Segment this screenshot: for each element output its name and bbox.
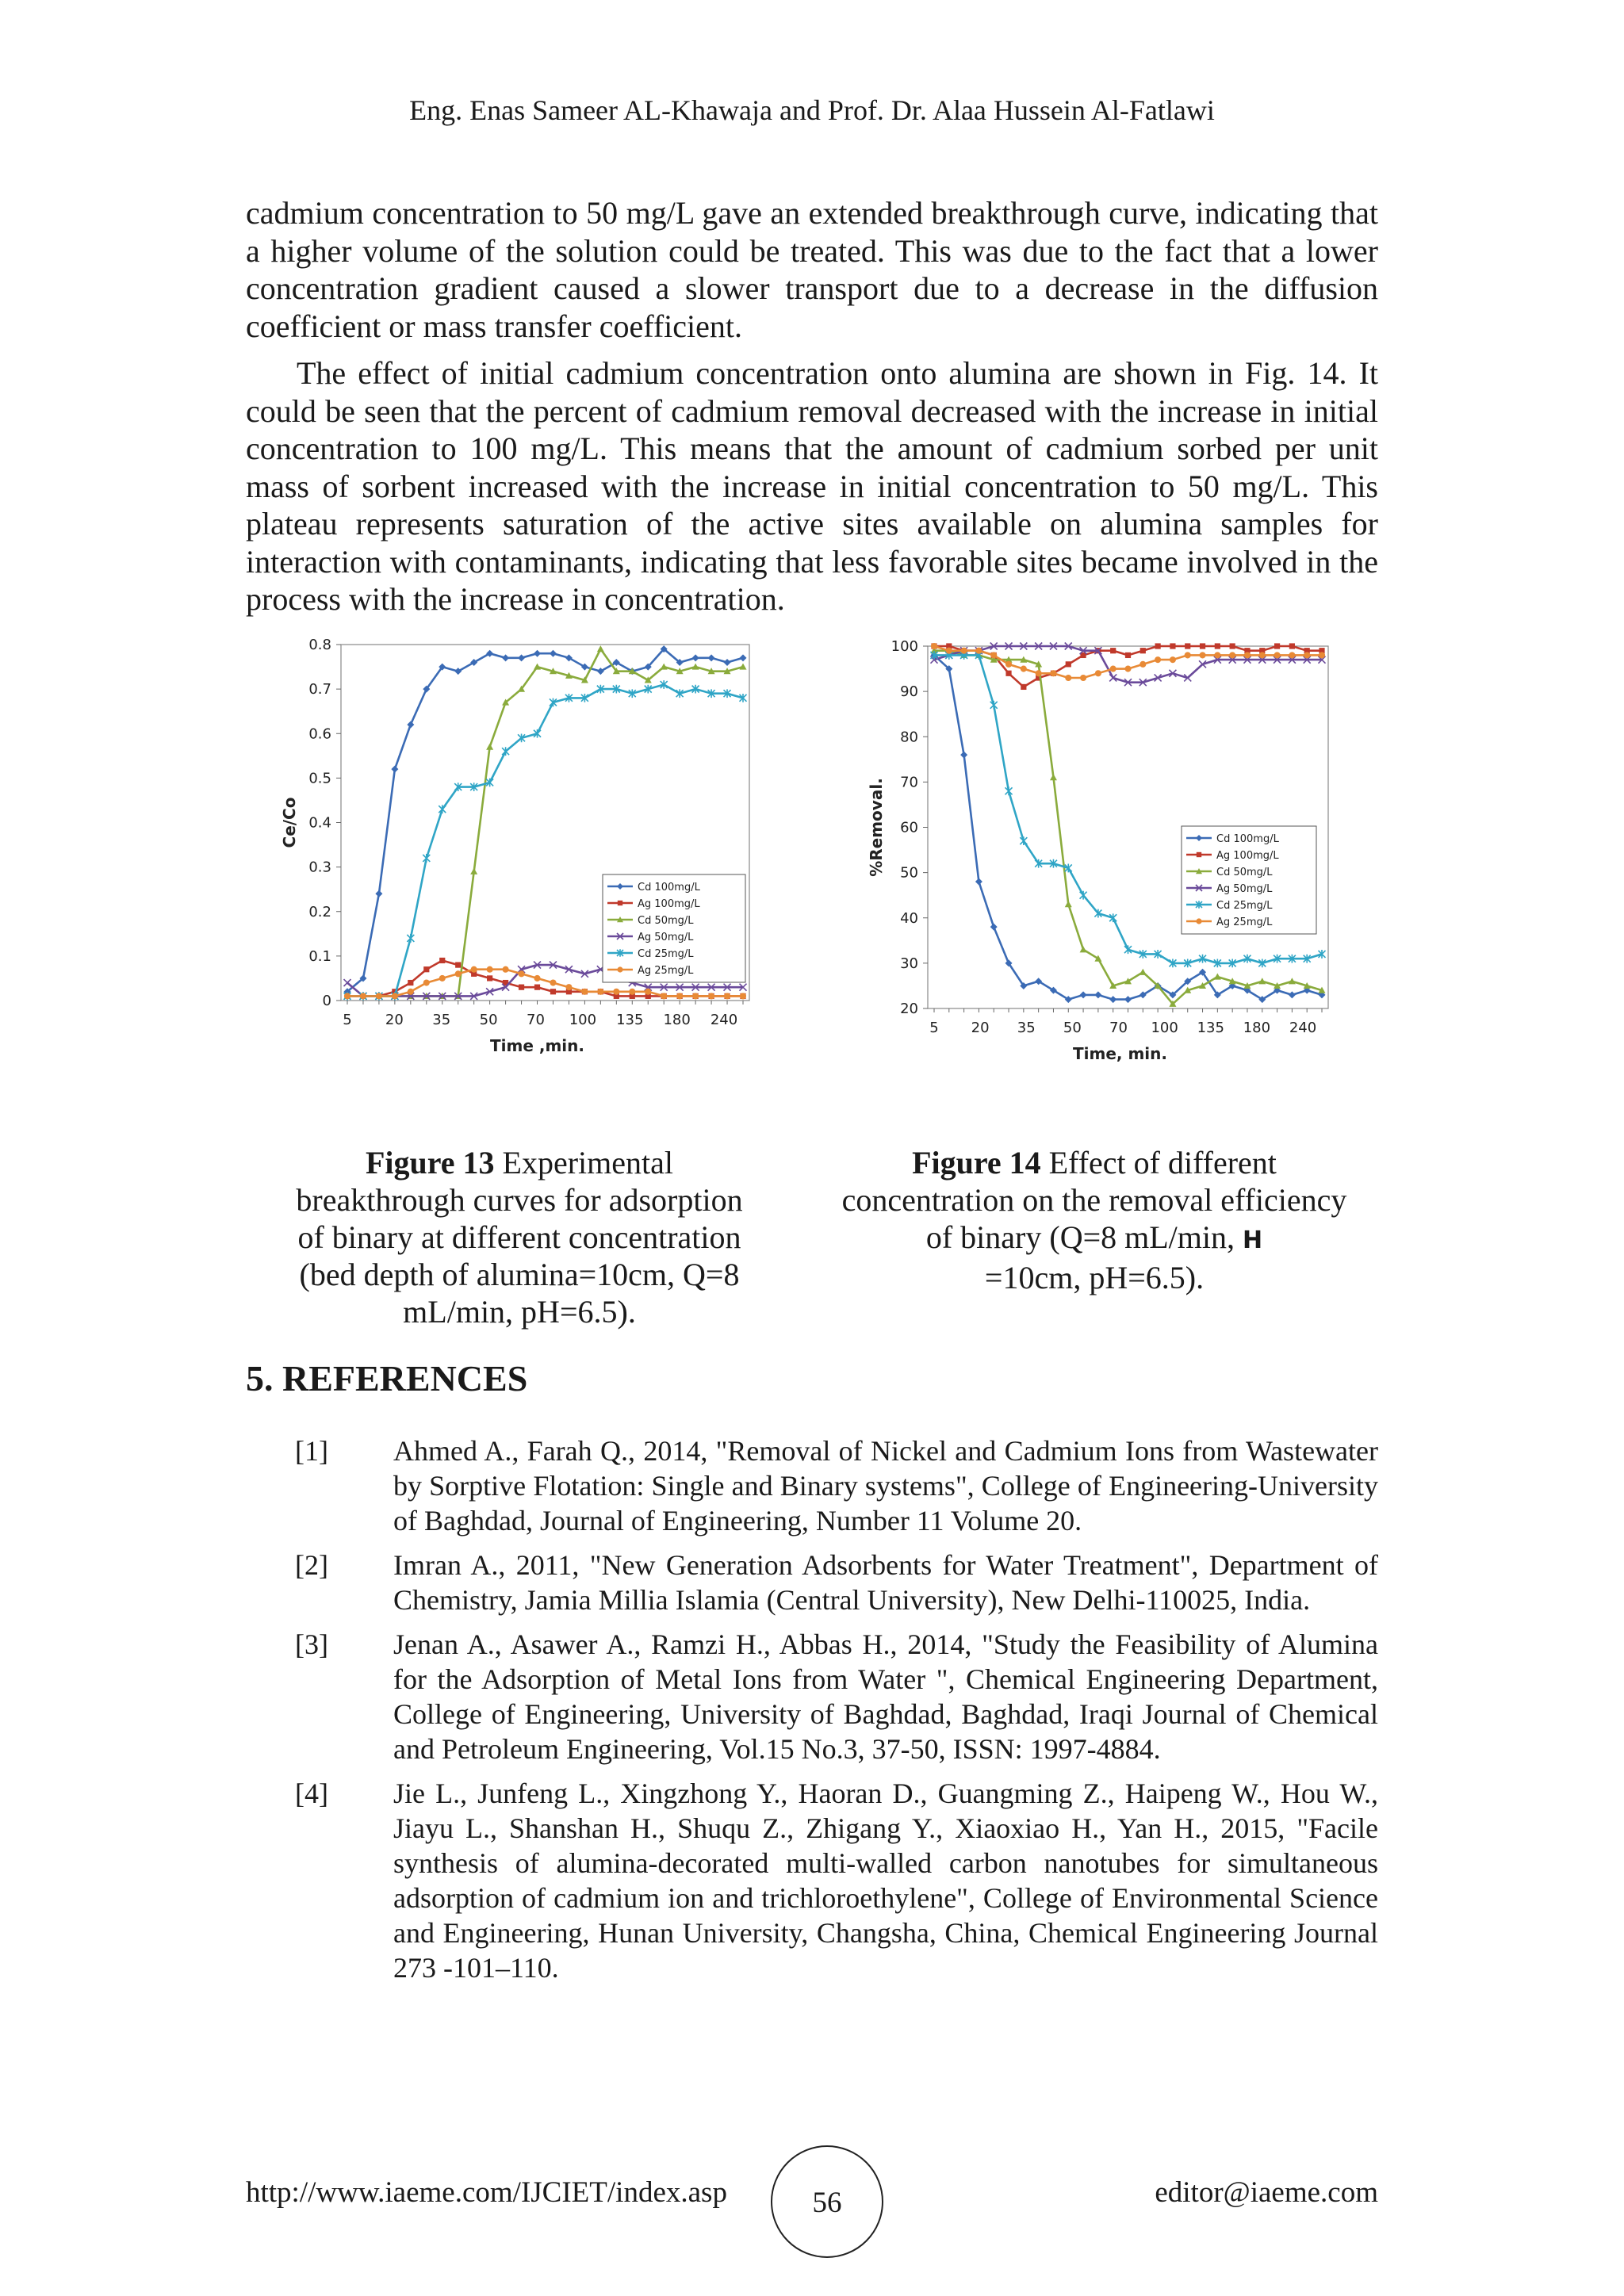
- data-point: [1110, 666, 1116, 672]
- data-point: [503, 966, 509, 973]
- y-tick-label: 100: [891, 638, 918, 655]
- legend-label: Ag 50mg/L: [1216, 883, 1273, 895]
- data-point: [1110, 648, 1116, 653]
- data-point: [1289, 643, 1295, 649]
- data-point: [1021, 684, 1026, 690]
- legend-label: Cd 50mg/L: [1216, 867, 1273, 878]
- footer-url-link[interactable]: http://www.iaeme.com/IJCIET/index.asp: [246, 2176, 727, 2209]
- legend-label: Cd 25mg/L: [1216, 900, 1273, 912]
- data-point: [487, 975, 492, 981]
- y-axis-title: Ce/Co: [280, 797, 299, 848]
- data-point: [360, 993, 366, 999]
- data-point: [1005, 661, 1012, 668]
- data-point: [455, 962, 461, 968]
- y-tick-label: 0.1: [308, 947, 331, 965]
- data-point: [534, 975, 540, 982]
- data-point: [1170, 643, 1175, 649]
- x-tick-label: 135: [616, 1012, 644, 1028]
- data-point: [376, 993, 382, 999]
- data-point: [946, 648, 952, 654]
- reference-number: [2]: [295, 1549, 328, 1581]
- data-point: [1139, 661, 1146, 668]
- y-axis-title: %Removal.: [867, 778, 886, 877]
- y-tick-label: 0.4: [308, 814, 331, 832]
- data-point: [519, 970, 525, 977]
- data-point: [1124, 666, 1131, 672]
- x-tick-label: 180: [1243, 1020, 1271, 1036]
- y-tick-label: 0.5: [308, 770, 331, 787]
- reference-item: [246, 1776, 1378, 1985]
- data-point: [708, 993, 714, 999]
- data-point: [1274, 643, 1280, 649]
- x-tick-label: 50: [479, 1012, 498, 1028]
- data-point: [1050, 670, 1056, 676]
- data-point: [1214, 652, 1220, 658]
- y-tick-label: 30: [900, 955, 918, 972]
- data-point: [645, 989, 651, 995]
- figure-14-chart: [864, 638, 1340, 1090]
- data-point: [455, 970, 462, 977]
- data-point: [1065, 675, 1071, 681]
- data-point: [1140, 648, 1146, 653]
- data-point: [1230, 643, 1235, 649]
- data-point: [408, 989, 414, 995]
- data-point: [597, 989, 603, 995]
- legend-label: Cd 25mg/L: [638, 948, 694, 960]
- data-point: [740, 993, 746, 999]
- data-point: [1095, 670, 1101, 676]
- reference-item: [246, 1433, 1378, 1538]
- x-tick-label: 35: [1017, 1020, 1036, 1036]
- data-point: [1036, 670, 1042, 676]
- data-point: [975, 648, 982, 654]
- paragraph-1: cadmium concentration to 50 mg/L gave an extended breakthrough curve, indicating that a higher volume of the solution could be treated. This was due to the fact that a lower concentration gradient caused a slower transport due to a decrease in the diffusion coefficient or mass transfer coefficient.: [246, 195, 1378, 344]
- reference-number: [3]: [295, 1628, 328, 1660]
- data-point: [423, 980, 430, 986]
- x-tick-label: 20: [971, 1020, 990, 1036]
- legend-label: Ag 100mg/L: [638, 898, 700, 910]
- reference-text: Jenan A., Asawer A., Ramzi H., Abbas H., 2014, "Study the Feasibility of Alumina for the Adsorption of Metal Ions from Water ", Chemical Engineering Department, College of Engineering, University of Baghdad, Baghdad, Iraqi Journal of Chemical and Petroleum Engineering, Vol.15 No.3, 37-50, ISSN: 1997-4884.: [393, 1628, 1378, 1765]
- data-point: [1196, 918, 1201, 924]
- body-text: [246, 194, 1378, 628]
- data-point: [1199, 652, 1205, 658]
- legend-label: Ag 100mg/L: [1216, 850, 1279, 862]
- x-tick-label: 180: [663, 1012, 691, 1028]
- x-tick-label: 240: [1289, 1020, 1317, 1036]
- data-point: [1125, 652, 1131, 658]
- data-point: [618, 901, 622, 905]
- x-axis-title: Time ,min.: [490, 1036, 584, 1055]
- data-point: [534, 985, 540, 990]
- data-point: [1244, 652, 1251, 658]
- data-point: [1080, 675, 1086, 681]
- x-tick-label: 5: [929, 1020, 939, 1036]
- legend-label: Ag 25mg/L: [1216, 916, 1273, 928]
- data-point: [1259, 652, 1266, 658]
- y-tick-label: 50: [900, 864, 918, 882]
- data-point: [931, 643, 937, 649]
- reference-text: Jie L., Junfeng L., Xingzhong Y., Haoran D., Guangming Z., Haipeng W., Hou W., Jiayu L., Shanshan H., Shuqu Z., Zhigang Y., Xiaoxiao H., Yan H., 2015, "Facile synthesis of alumina-decorated multi-walled carbon nanotubes for simultaneous adsorption of cadmium ion and trichloroethylene", College of Environmental Science and Engineering, Hunan University, Changsha, China, Chemical Engineering Journal 273 -101–110.: [393, 1777, 1378, 1984]
- x-tick-label: 70: [1109, 1020, 1128, 1036]
- data-point: [1185, 652, 1191, 658]
- data-point: [423, 966, 429, 972]
- data-point: [990, 652, 997, 658]
- x-tick-label: 240: [710, 1012, 738, 1028]
- running-header: Eng. Enas Sameer AL-Khawaja and Prof. Dr. Alaa Hussein Al-Fatlawi: [409, 94, 1215, 126]
- figure-14-label: Figure 14: [912, 1145, 1041, 1181]
- figure-13-caption: [282, 1144, 757, 1330]
- x-tick-label: 100: [1151, 1020, 1178, 1036]
- x-tick-label: 70: [527, 1012, 545, 1028]
- data-point: [661, 993, 667, 999]
- data-point: [487, 966, 493, 973]
- y-tick-label: 0.6: [308, 725, 331, 743]
- x-tick-label: 5: [343, 1012, 352, 1028]
- y-tick-label: 80: [900, 729, 918, 746]
- reference-item: [246, 1627, 1378, 1766]
- data-point: [439, 958, 445, 963]
- legend-label: Cd 100mg/L: [638, 882, 700, 894]
- reference-item: [246, 1548, 1378, 1617]
- references-list: [246, 1433, 1378, 1995]
- y-tick-label: 0: [322, 993, 331, 1009]
- data-point: [1304, 652, 1310, 658]
- data-point: [1215, 643, 1220, 649]
- data-point: [1200, 643, 1205, 649]
- x-tick-label: 20: [385, 1012, 404, 1028]
- x-tick-label: 135: [1197, 1020, 1224, 1036]
- y-tick-label: 70: [900, 774, 918, 791]
- data-point: [1021, 666, 1027, 672]
- legend-label: Cd 100mg/L: [1216, 833, 1279, 845]
- data-point: [617, 966, 622, 972]
- page-number: 56: [771, 2145, 883, 2258]
- data-point: [1274, 652, 1281, 658]
- legend-label: Ag 25mg/L: [638, 965, 694, 977]
- paragraph-2: The effect of initial cadmium concentration onto alumina are shown in Fig. 14. It could be seen that the percent of cadmium removal decreased with the increase in initial concentration to 100 mg/L. This means that the amount of cadmium sorbed per unit mass of sorbent increased with the increase in initial concentration to 50 mg/L. This plateau represents saturation of the active sites available on alumina samples for interaction with contaminants, indicating that less favorable sites became involved in the process with the increase in concentration.: [246, 355, 1378, 617]
- h-symbol: H: [1243, 1226, 1263, 1254]
- data-point: [471, 966, 477, 973]
- data-point: [408, 980, 413, 985]
- legend-label: Ag 50mg/L: [638, 932, 694, 943]
- figure-13-svg: [278, 634, 761, 1078]
- data-point: [692, 993, 699, 999]
- figure-13-label: Figure 13: [365, 1145, 495, 1181]
- data-point: [1289, 652, 1295, 658]
- y-tick-label: 90: [900, 683, 918, 701]
- data-point: [581, 989, 588, 995]
- reference-number: [1]: [295, 1435, 328, 1467]
- data-point: [439, 975, 446, 982]
- figure-13-chart: [278, 634, 761, 1078]
- figure-14-caption-text-a: Effect of different concentration on the removal efficiency of binary (Q=8 mL/min,: [841, 1145, 1347, 1255]
- data-point: [550, 989, 556, 994]
- figure-14-caption: [841, 1144, 1348, 1296]
- y-tick-label: 60: [900, 819, 918, 836]
- y-tick-label: 0.2: [308, 903, 331, 920]
- x-tick-label: 100: [569, 1012, 597, 1028]
- legend-label: Cd 50mg/L: [638, 915, 694, 927]
- data-point: [565, 984, 572, 990]
- data-point: [1229, 652, 1235, 658]
- figure-13-caption-text: Experimental breakthrough curves for adsorption of binary at different concentration (bed depth of alumina=10cm, Q=8 mL/min, pH=6.5).: [296, 1145, 743, 1330]
- footer-email-link[interactable]: editor@iaeme.com: [1155, 2176, 1378, 2209]
- data-point: [961, 648, 967, 654]
- data-point: [550, 980, 556, 986]
- figure-14-svg: [864, 638, 1340, 1090]
- y-tick-label: 40: [900, 909, 918, 927]
- data-point: [1170, 656, 1176, 663]
- data-point: [1155, 656, 1161, 663]
- reference-text: Ahmed A., Farah Q., 2014, "Removal of Nickel and Cadmium Ions from Wastewater by Sorptive Flotation: Single and Binary systems", College of Engineering-University of Baghdad, Journal of Engineering, Number 11 Volume 20.: [393, 1435, 1378, 1536]
- data-point: [629, 989, 635, 995]
- data-point: [724, 993, 730, 999]
- data-point: [1197, 852, 1201, 857]
- y-tick-label: 20: [900, 1001, 918, 1017]
- x-axis-title: Time, min.: [1073, 1044, 1167, 1063]
- data-point: [613, 989, 619, 995]
- data-point: [676, 993, 683, 999]
- data-point: [1185, 643, 1190, 649]
- data-point: [344, 993, 350, 999]
- data-point: [1005, 671, 1011, 676]
- section-title: 5. REFERENCES: [246, 1358, 528, 1399]
- reference-number: [4]: [295, 1777, 328, 1809]
- x-tick-label: 50: [1063, 1020, 1082, 1036]
- data-point: [1066, 661, 1071, 667]
- data-point: [392, 993, 398, 999]
- data-point: [1319, 652, 1325, 658]
- data-point: [519, 985, 524, 990]
- figure-14-caption-text-b: =10cm, pH=6.5).: [984, 1260, 1205, 1295]
- reference-text: Imran A., 2011, "New Generation Adsorbents for Water Treatment", Department of Chemistry, Jamia Millia Islamia (Central University), New Delhi-110025, India.: [393, 1549, 1378, 1616]
- page-footer: [246, 2145, 1378, 2241]
- y-tick-label: 0.8: [308, 637, 331, 653]
- y-tick-label: 0.3: [308, 859, 331, 876]
- x-tick-label: 35: [432, 1012, 451, 1028]
- y-tick-label: 0.7: [308, 681, 331, 698]
- data-point: [1155, 643, 1161, 649]
